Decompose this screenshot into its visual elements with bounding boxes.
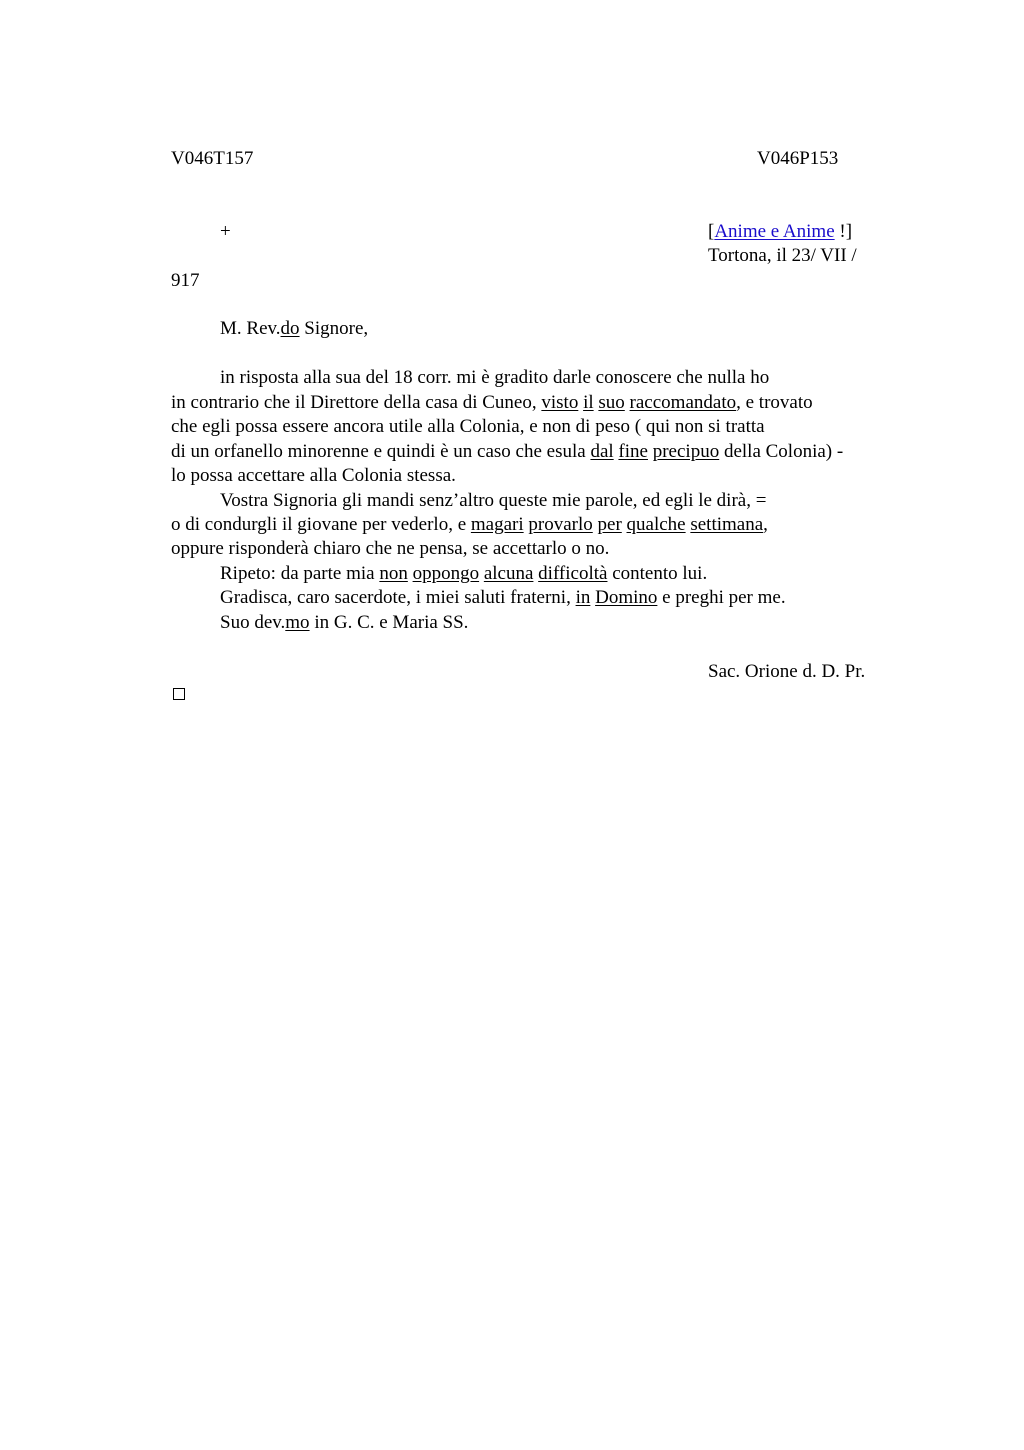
body-line-5: lo possa accettare alla Colonia stessa. — [171, 465, 456, 486]
title-annotation — [708, 220, 852, 244]
text-span: di un orfanello minorenne e quindi è un caso che esula — [171, 441, 591, 462]
body-line-6: Vostra Signoria gli mandi senz’altro queste mie parole, ed egli le dirà, = — [220, 490, 767, 511]
body-line-10 — [220, 586, 786, 610]
underlined-word: qualche — [626, 514, 686, 535]
text-span: Suo dev. — [220, 612, 286, 633]
underlined-word: il — [583, 392, 594, 413]
text-span: in contrario che il Direttore della casa di Cuneo, — [171, 392, 542, 413]
underlined-word: Domino — [595, 587, 658, 608]
body-line-7 — [171, 513, 768, 537]
exclamation-close: !] — [834, 221, 853, 242]
underlined-word: magari — [470, 514, 524, 535]
underlined-word: visto — [541, 392, 579, 413]
text-span: Gradisca, caro sacerdote, i miei saluti fraterni, — [220, 587, 576, 608]
underlined-word: alcuna — [483, 563, 534, 584]
signature: Sac. Orione d. D. Pr. — [708, 661, 866, 682]
bracket-open: [ — [708, 221, 715, 242]
salutation — [220, 317, 368, 341]
closing-line — [220, 611, 468, 635]
salutation-sup: do — [280, 318, 300, 339]
underlined-word: raccomandato — [629, 392, 737, 413]
salutation-pre: M. Rev. — [220, 318, 281, 339]
cross-symbol: + — [220, 221, 231, 242]
body-line-1: in risposta alla sua del 18 corr. mi è gradito darle conoscere che nulla ho — [220, 367, 770, 388]
underlined-word: dal — [590, 441, 614, 462]
underlined-word: provarlo — [528, 514, 593, 535]
text-span: contento lui. — [607, 563, 708, 584]
body-line-3: che egli possa essere ancora utile alla Colonia, e non di peso ( qui non si tratta — [171, 416, 765, 437]
body-line-9 — [220, 562, 707, 586]
text-span: Ripeto: da parte mia — [220, 563, 380, 584]
text-span: della Colonia) - — [719, 441, 844, 462]
body-line-8: oppure risponderà chiaro che ne pensa, se accettarlo o no. — [171, 538, 610, 559]
text-span: o di condurgli il giovane per vederlo, e — [171, 514, 471, 535]
salutation-post: Signore, — [299, 318, 369, 339]
underlined-word: mo — [285, 612, 310, 633]
checkbox-icon[interactable] — [173, 688, 185, 700]
text-span: e preghi per me. — [657, 587, 786, 608]
underlined-word: settimana — [690, 514, 764, 535]
document-code-right: V046P153 — [757, 148, 839, 169]
underlined-word: per — [597, 514, 622, 535]
text-span: , — [763, 514, 768, 535]
text-span: in G. C. e Maria SS. — [309, 612, 469, 633]
underlined-word: difficoltà — [538, 563, 608, 584]
text-span: , e trovato — [736, 392, 813, 413]
underlined-word: precipuo — [652, 441, 720, 462]
year-continuation: 917 — [171, 270, 200, 291]
body-line-4 — [171, 440, 843, 464]
underlined-word: in — [575, 587, 591, 608]
underlined-word: non — [379, 563, 408, 584]
underlined-word: fine — [618, 441, 648, 462]
document-code-left: V046T157 — [171, 148, 254, 169]
body-line-2 — [171, 391, 813, 415]
underlined-word: suo — [598, 392, 625, 413]
underlined-word: oppongo — [412, 563, 480, 584]
anime-e-anime-link[interactable]: Anime e Anime — [714, 221, 835, 242]
place-date: Tortona, il 23/ VII / — [708, 245, 857, 266]
